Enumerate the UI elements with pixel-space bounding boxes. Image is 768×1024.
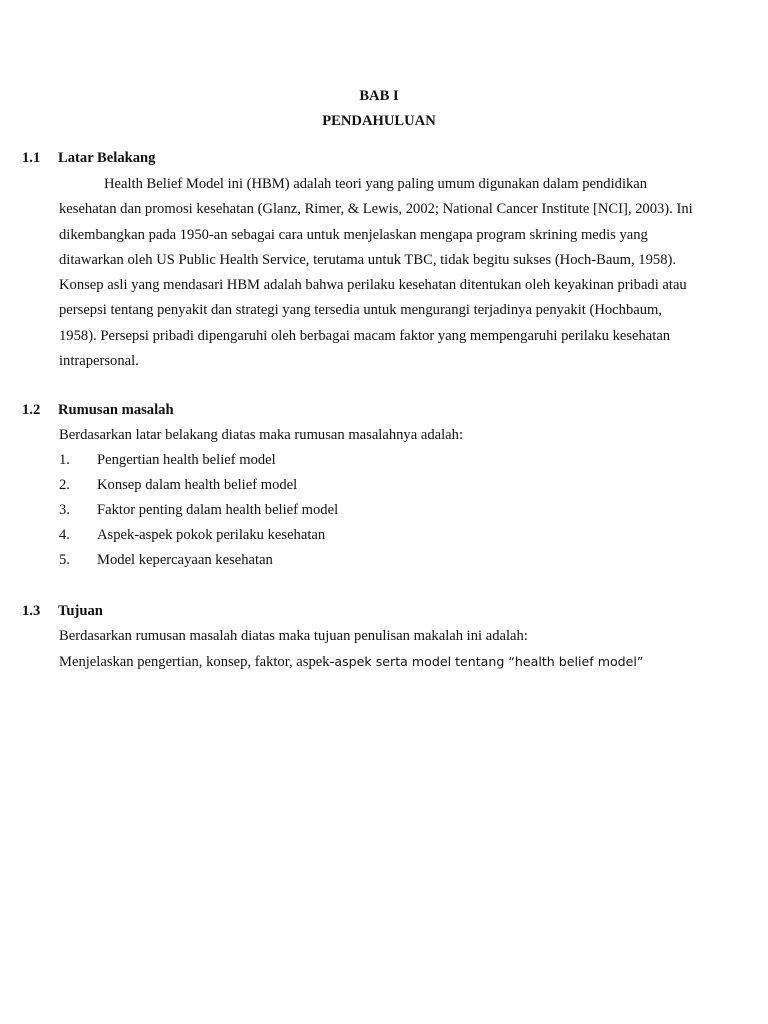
section-heading-latar-belakang (22, 149, 155, 167)
list-item: 2. Konsep dalam health belief model (59, 477, 298, 493)
background-paragraph (59, 172, 693, 374)
paragraph-line: Health Belief Model ini (HBM) adalah teori yang paling umum digunakan dalam pendidikan (104, 176, 648, 192)
chapter-title: PENDAHULUAN (322, 113, 436, 129)
section-number: 1.3 (22, 603, 41, 619)
paragraph-line: persepsi tentang penyakit dan strategi yang tersedia untuk mengurangi terjadinya penyakit (Hochbaum, (59, 302, 663, 319)
section-title: Tujuan (58, 603, 103, 619)
paragraph-line: 1958). Persepsi pribadi dipengaruhi oleh berbagai macam faktor yang mempengaruhi perilaku kesehatan (59, 327, 671, 344)
problem-list (59, 451, 338, 576)
section-title: Latar Belakang (58, 150, 156, 166)
list-item: 1. Pengertian health belief model (59, 452, 276, 468)
section-number: 1.2 (22, 402, 41, 418)
paragraph-line: Konsep asli yang mendasari HBM adalah bahwa perilaku kesehatan ditentukan oleh keyakinan pribadi atau (59, 277, 687, 294)
paragraph-line: dikembangkan pada 1950-an sebagai cara untuk menjelaskan mengapa program skrining medis yang (59, 226, 648, 243)
objective-text: Menjelaskan pengertian, konsep, faktor, aspek-aspek serta model tentang “health belief model” (59, 654, 644, 670)
section-number: 1.1 (22, 150, 41, 166)
objective-intro: Berdasarkan rumusan masalah diatas maka tujuan penulisan makalah ini adalah: (59, 628, 528, 644)
list-item: 4. Aspek-aspek pokok perilaku kesehatan (59, 527, 326, 543)
section-heading-rumusan-masalah (22, 401, 174, 419)
list-item: 5. Model kepercayaan kesehatan (59, 552, 273, 568)
section-title: Rumusan masalah (58, 402, 174, 418)
section-heading-tujuan (22, 602, 103, 620)
problem-intro: Berdasarkan latar belakang diatas maka rumusan masalahnya adalah: (59, 427, 463, 443)
paragraph-line: ditawarkan oleh US Public Health Service, terutama untuk TBC, tidak begitu sukses (Hoch-Baum, 1958). (59, 251, 677, 268)
paragraph-line: kesehatan dan promosi kesehatan (Glanz, Rimer, & Lewis, 2002; National Cancer Institute [NCI], 2003). Ini (59, 201, 693, 218)
list-item: 3. Faktor penting dalam health belief model (59, 502, 339, 518)
chapter-number: BAB I (359, 88, 399, 104)
paragraph-line: intrapersonal. (59, 353, 139, 370)
